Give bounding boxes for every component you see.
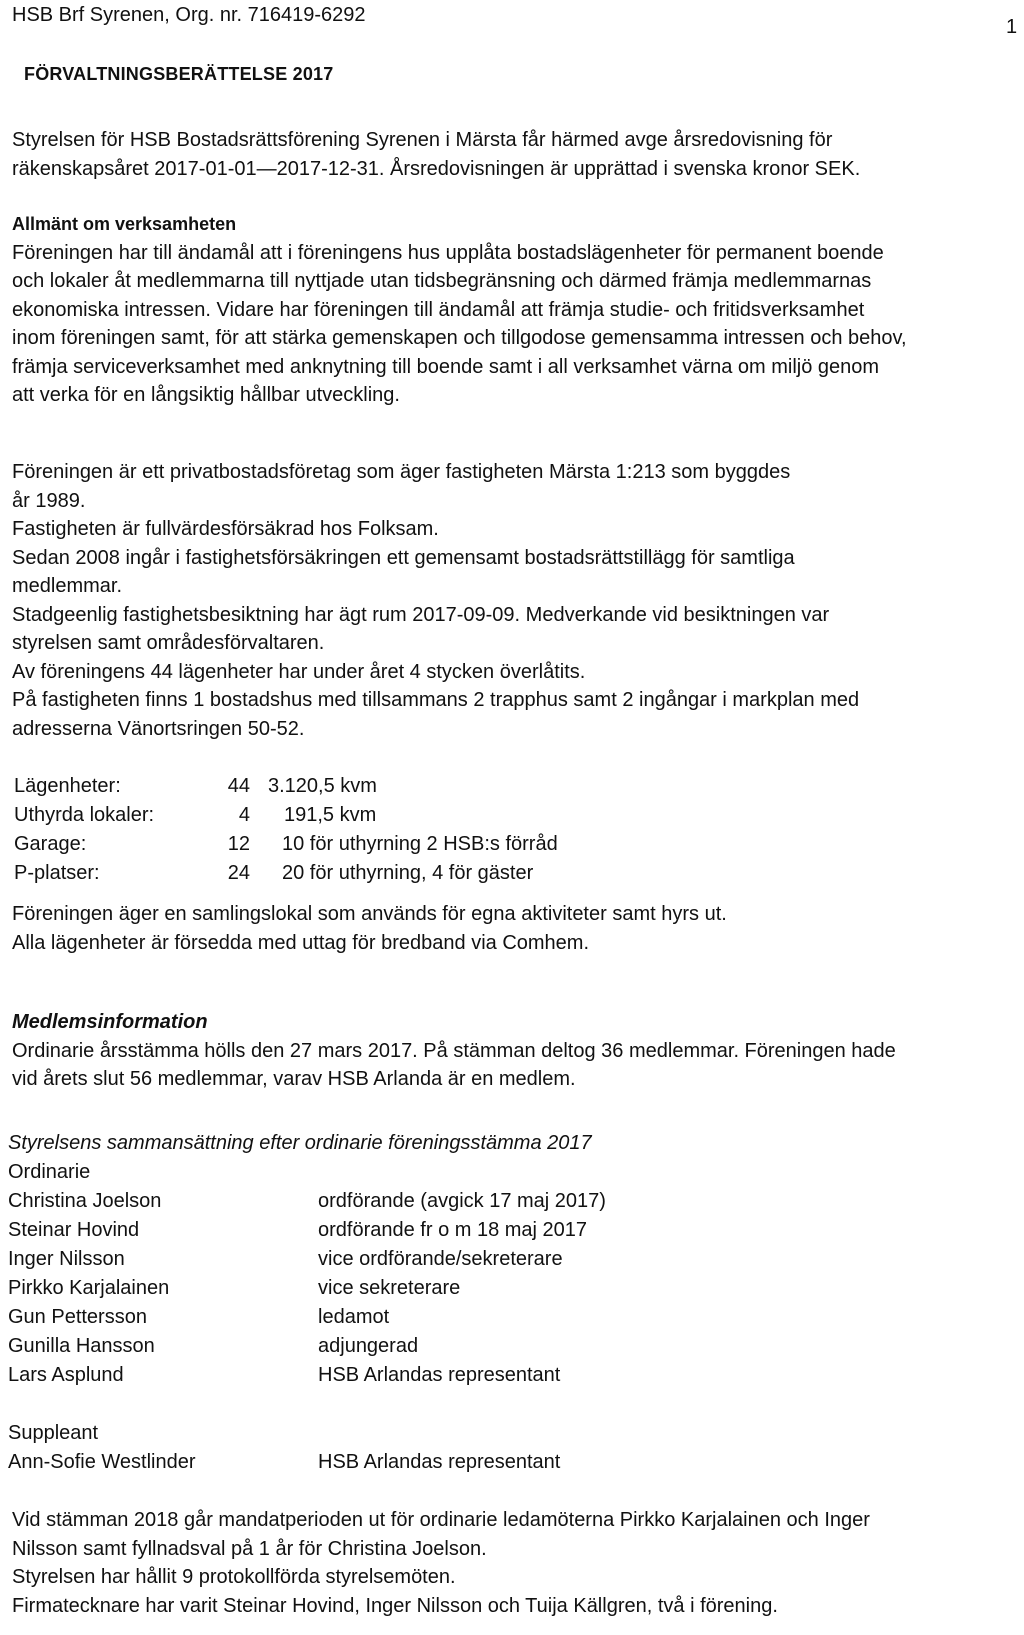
board-member: [8, 1274, 993, 1303]
spacer: [8, 1390, 993, 1419]
text-line: inom föreningen samt, för att stärka gemenskapen och tillgodose gemensamma intressen och behov,: [12, 327, 907, 349]
board-member: [8, 1303, 993, 1332]
text-line: Föreningen är ett privatbostadsföretag som äger fastigheten Märsta 1:213 som byggdes: [12, 461, 791, 483]
text-line: Nilsson samt fyllnadsval på 1 år för Christina Joelson.: [12, 1537, 487, 1560]
member-name: Ann-Sofie Westlinder: [8, 1451, 196, 1473]
text-line: Ordinarie årsstämma hölls den 27 mars 2017. På stämman deltog 36 medlemmar. Föreningen hade: [12, 1039, 896, 1062]
row-detail: 191,5 kvm: [284, 804, 377, 826]
board-composition: [8, 1129, 993, 1477]
member-name: Christina Joelson: [8, 1190, 162, 1212]
row-label: Garage:: [14, 833, 87, 855]
member-role: HSB Arlandas representant: [318, 1451, 561, 1473]
text-line: Sedan 2008 ingår i fastighetsförsäkringen ett gemensamt bostadsrättstillägg för samtliga: [12, 546, 795, 569]
row-detail: 10 för uthyrning 2 HSB:s förråd: [282, 833, 558, 855]
board-member: [8, 1187, 993, 1216]
member-role: ordförande fr o m 18 maj 2017: [318, 1219, 588, 1241]
row-detail: 20 för uthyrning, 4 för gäster: [282, 862, 534, 884]
text-line: Styrelsen för HSB Bostadsrättsförening Syrenen i Märsta får härmed avge årsredovisning för: [12, 129, 833, 151]
text-line: Föreningen äger en samlingslokal som används för egna aktiviteter samt hyrs ut.: [12, 903, 727, 925]
facts-paragraph: [12, 458, 997, 743]
section-heading: Allmänt om verksamheten: [12, 214, 237, 234]
row-count: 4: [238, 804, 250, 826]
text-line: främja serviceverksamhet med anknytning till boende samt i all verksamhet värna om miljö genom: [12, 355, 880, 378]
board-member: [8, 1245, 993, 1274]
subsection-label: Ordinarie: [8, 1161, 91, 1183]
text-line: år 1989.: [12, 489, 86, 512]
member-role: ordförande (avgick 17 maj 2017): [318, 1190, 606, 1212]
board-member: [8, 1361, 993, 1390]
row-count: 12: [227, 833, 250, 855]
text-line: På fastigheten finns 1 bostadshus med tillsammans 2 trapphus samt 2 ingångar i markplan med: [12, 689, 860, 711]
row-detail: 3.120,5 kvm: [268, 775, 377, 797]
row-count: 44: [227, 775, 250, 797]
text-line: Stadgeenlig fastighetsbesiktning har ägt rum 2017-09-09. Medverkande vid besiktningen var: [12, 603, 830, 626]
text-line: Vid stämman 2018 går mandatperioden ut för ordinarie ledamöterna Pirkko Karjalainen och Inger: [12, 1509, 870, 1531]
board-member: [8, 1216, 993, 1245]
text-line: styrelsen samt områdesförvaltaren.: [12, 632, 325, 654]
text-line: räkenskapsåret 2017-01-01—2017-12-31. Årsredovisningen är upprättad i svenska kronor SEK.: [12, 157, 861, 180]
report-title: FÖRVALTNINGSBERÄTTELSE 2017: [24, 64, 334, 84]
text-line: Firmatecknare har varit Steinar Hovind, Inger Nilsson och Tuija Källgren, två i förening.: [12, 1594, 778, 1617]
board-member: [8, 1448, 993, 1477]
member-name: Pirkko Karjalainen: [8, 1277, 170, 1299]
text-line: Av föreningens 44 lägenheter har under året 4 stycken överlåtits.: [12, 660, 586, 683]
text-line: att verka för en långsiktig hållbar utveckling.: [12, 384, 400, 406]
intro-paragraph: [12, 126, 997, 183]
text-line: Styrelsen har hållit 9 protokollförda styrelsemöten.: [12, 1566, 456, 1588]
member-role: adjungerad: [318, 1335, 419, 1357]
member-role: vice ordförande/sekreterare: [318, 1248, 563, 1270]
text-line: och lokaler åt medlemmarna till nyttjade utan tidsbegränsning och därmed främja medlemmarnas: [12, 270, 872, 292]
member-name: Gun Pettersson: [8, 1306, 147, 1328]
section-heading: Styrelsens sammansättning efter ordinarie föreningsstämma 2017: [8, 1132, 592, 1154]
subsection-label: Suppleant: [8, 1422, 99, 1444]
text-line: Alla lägenheter är försedda med uttag för bredband via Comhem.: [12, 931, 590, 954]
member-name: Steinar Hovind: [8, 1219, 140, 1241]
member-role: ledamot: [318, 1306, 390, 1328]
section-medlemsinformation: [12, 1008, 997, 1094]
text-line: ekonomiska intressen. Vidare har föreningen till ändamål att främja studie- och fritidsverksamhet: [12, 298, 865, 321]
amenities-paragraph: [12, 900, 997, 957]
member-name: Inger Nilsson: [8, 1248, 125, 1270]
member-name: Lars Asplund: [8, 1364, 124, 1386]
row-count: 24: [227, 862, 250, 884]
text-line: vid årets slut 56 medlemmar, varav HSB Arlanda är en medlem.: [12, 1068, 576, 1090]
page-number: 1: [1006, 16, 1018, 38]
section-heading: Medlemsinformation: [12, 1011, 208, 1033]
text-line: Föreningen har till ändamål att i föreningens hus upplåta bostadslägenheter för permanent boende: [12, 241, 884, 264]
member-role: vice sekreterare: [318, 1277, 461, 1299]
row-label: Lägenheter:: [14, 775, 121, 797]
text-line: adresserna Vänortsringen 50-52.: [12, 717, 305, 740]
section-allmant: [12, 210, 997, 410]
closing-paragraph: [12, 1506, 997, 1620]
text-line: Fastigheten är fullvärdesförsäkrad hos Folksam.: [12, 518, 439, 540]
board-member: [8, 1332, 993, 1361]
organization-header: HSB Brf Syrenen, Org. nr. 716419-6292: [12, 4, 366, 26]
row-label: P-platser:: [14, 862, 100, 884]
member-role: HSB Arlandas representant: [318, 1364, 561, 1386]
row-label: Uthyrda lokaler:: [14, 804, 155, 826]
member-name: Gunilla Hansson: [8, 1335, 155, 1357]
text-line: medlemmar.: [12, 575, 123, 597]
